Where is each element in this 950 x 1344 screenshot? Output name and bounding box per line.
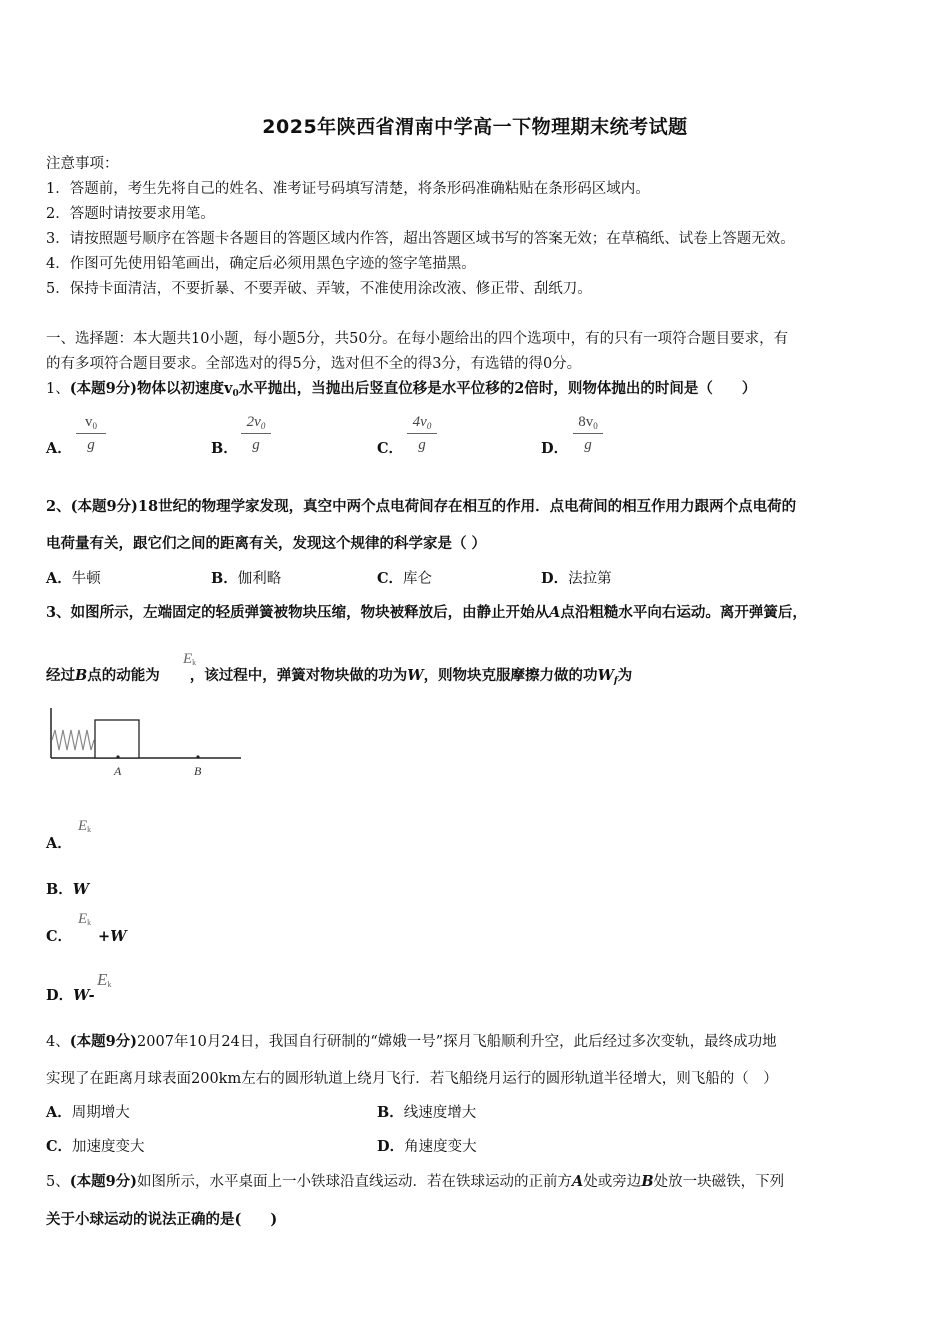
question-3-stem: 3、如图所示，左端固定的轻质弹簧被物块压缩，物块被释放后，由静止开始从A点沿粗糙水平向右运动。离开弹簧后， — [46, 604, 807, 621]
q3-option-d[interactable]: D．W- — [46, 987, 95, 1004]
q1-option-b-label[interactable]: B． — [211, 440, 238, 457]
q2-option-d[interactable]: D．法拉第 — [541, 570, 612, 587]
q4-option-a[interactable]: A．周期增大 — [46, 1104, 130, 1121]
q1-option-d-label[interactable]: D． — [541, 440, 569, 457]
point-b-marker — [196, 755, 199, 758]
q2-option-a[interactable]: A．牛顿 — [46, 570, 101, 587]
q3-option-a-ek: $E_k$ — [78, 818, 92, 834]
q3-option-d-ek: $E_k$ — [97, 970, 112, 989]
kinetic-energy-symbol: $E_k$ — [183, 651, 197, 667]
q3-option-c[interactable]: C． +W — [46, 928, 127, 945]
q3-option-a[interactable]: A． — [46, 835, 72, 852]
notice-item: 5．保持卡面清洁，不要折暴、不要弄破、弄皱，不准使用涂改液、修正带、刮纸刀。 — [46, 281, 592, 297]
question-4-stem: 4、(本题9分)2007年10月24日，我国自行研制的“嫦娥一号”探月飞船顺利升空，此后经过多次变轨，最终成功地 — [46, 1033, 777, 1050]
q1-option-a-label[interactable]: A． — [46, 440, 72, 457]
q1-option-c-label[interactable]: C． — [377, 440, 404, 457]
point-a-label: A — [114, 764, 122, 778]
q1-option-d-fraction: $8v_0$ g — [573, 412, 603, 454]
q1-option-c-fraction: $4v_0$ g — [407, 412, 437, 454]
notice-item: 3．请按照题号顺序在答题卡各题目的答题区域内作答，超出答题区域书写的答案无效；在草稿纸、试卷上答题无效。 — [46, 231, 795, 247]
spring-block-figure — [46, 700, 246, 785]
section-intro: 一、选择题：本大题共10小题，每小题5分，共50分。在每小题给出的四个选项中，有的只有一项符合题目要求，有 — [46, 331, 789, 347]
point-a-marker — [116, 755, 119, 758]
q1-option-b-fraction: $2v_0$ g — [241, 412, 271, 454]
spring — [52, 730, 94, 750]
point-b-label: B — [194, 764, 202, 778]
page-title: 2025年陕西省渭南中学高一下物理期末统考试题 — [262, 116, 688, 138]
question-2-stem-cont: 电荷量有关，跟它们之间的距离有关，发现这个规律的科学家是（ ） — [46, 535, 487, 552]
q4-option-b[interactable]: B．线速度增大 — [377, 1104, 477, 1121]
notice-heading: 注意事项： — [46, 156, 119, 172]
q1-option-a-fraction: $v_0$ g — [76, 412, 106, 454]
q3-option-c-ek: $E_k$ — [78, 911, 92, 927]
notice-item: 2．答题时请按要求用笔。 — [46, 206, 215, 222]
question-4-stem-cont: 实现了在距离月球表面200km左右的圆形轨道上绕月飞行．若飞船绕月运行的圆形轨道半径增大，则飞船的（ ） — [46, 1071, 778, 1087]
question-3-stem-cont: 经过B点的动能为 ，该过程中，弹簧对物块做的功为W，则物块克服摩擦力做的功$W_f$为 — [46, 667, 633, 686]
notice-item: 1．答题前，考生先将自己的姓名、准考证号码填写清楚，将条形码准确粘贴在条形码区域内。 — [46, 181, 650, 197]
q3-option-b[interactable]: B．W — [46, 881, 90, 898]
q4-option-d[interactable]: D．角速度变大 — [377, 1138, 477, 1155]
q2-option-c[interactable]: C．库仑 — [377, 570, 433, 587]
question-2-stem: 2、(本题9分)18世纪的物理学家发现，真空中两个点电荷间存在相互的作用．点电荷间的相互作用力跟两个点电荷的 — [46, 498, 797, 515]
block — [95, 720, 139, 758]
q2-option-b[interactable]: B．伽利略 — [211, 570, 282, 587]
question-5-stem-cont: 关于小球运动的说法正确的是( ) — [46, 1211, 278, 1228]
question-5-stem: 5、(本题9分)如图所示，水平桌面上一小铁球沿直线运动．若在铁球运动的正前方A处或旁边B处放一块磁铁，下列 — [46, 1173, 785, 1190]
question-1-stem: 1、(本题9分)物体以初速度$v_0$水平抛出，当抛出后竖直位移是水平位移的2倍时，则物体抛出的时间是（ ） — [46, 380, 757, 399]
notice-item: 4．作图可先使用铅笔画出，确定后必须用黑色字迹的签字笔描黑。 — [46, 256, 476, 272]
section-intro: 的有多项符合题目要求。全部选对的得5分，选对但不全的得3分，有选错的得0分。 — [46, 356, 582, 372]
q4-option-c[interactable]: C．加速度变大 — [46, 1138, 145, 1155]
